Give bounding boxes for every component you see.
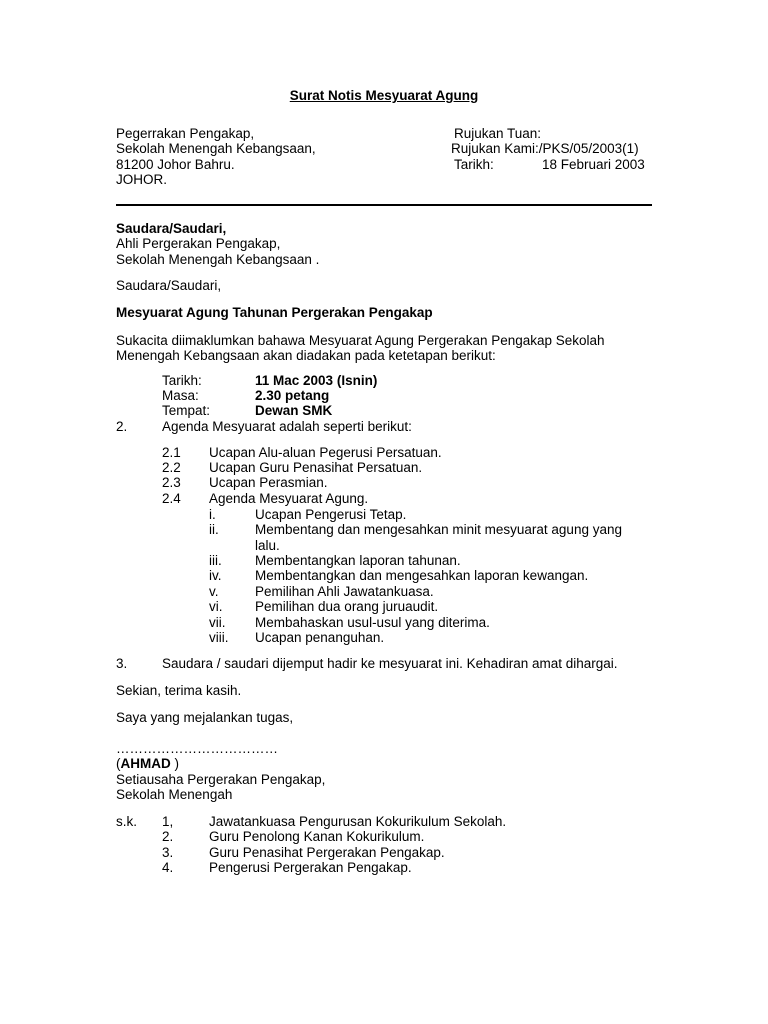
copies-text: Guru Penasihat Pergerakan Pengakap. [209,845,445,860]
agenda-text: Ucapan Alu-aluan Pegerusi Persatuan. [209,445,442,460]
copies-label: s.k. [116,814,138,829]
sub-agenda-number: vi. [209,599,223,614]
sub-agenda-text: Pemilihan dua orang juruaudit. [255,599,439,614]
sub-agenda-text: Membahaskan usul-usul yang diterima. [255,615,490,630]
signature-block [116,741,325,803]
detail-value: Dewan SMK [255,403,333,418]
intro-line-2: Menengah Kebangsaan akan diadakan pada ketetapan berikut: [116,348,496,364]
sub-agenda-number: vii. [209,615,226,630]
sub-agenda-number: viii. [209,630,229,645]
sub-agenda-text: Pemilihan Ahli Jawatankuasa. [255,584,434,599]
sub-agenda-number: ii. [209,522,219,537]
header-divider [116,204,652,206]
name-text: AHMAD [120,756,171,772]
name-open-paren: ( [116,756,121,772]
detail-label: Tarikh: [162,373,202,388]
reference-block [451,126,645,172]
name-close-paren: ) [170,756,179,772]
agenda-number: 2.4 [162,491,181,506]
signatory-title-2: Sekolah Menengah [116,787,233,803]
ref-kami-value: /PKS/05/2003(1) [538,141,639,157]
sub-agenda-continuation: lalu. [255,538,280,553]
detail-value: 2.30 petang [255,388,330,403]
sender-line-4: JOHOR. [116,172,168,188]
ref-tarikh-label: Tarikh: [454,156,494,172]
sub-agenda-number: v. [209,584,219,599]
ref-tuan-label: Rujukan Tuan: [454,126,542,141]
sender-line-1: Pegerrakan Pengakap, [116,126,255,141]
agenda-text: Agenda Mesyuarat Agung. [209,491,369,506]
copies-text: Jawatankuasa Pengurusan Kokurikulum Sekolah. [209,814,507,829]
sub-agenda-text: Membentangkan laporan tahunan. [255,553,461,568]
copies-text: Guru Penolong Kanan Kokurikulum. [209,829,425,844]
sub-agenda-text: Ucapan Pengerusi Tetap. [255,507,407,522]
section-2-number: 2. [116,419,128,434]
signatory-name [116,756,325,771]
subject-heading: Mesyuarat Agung Tahunan Pergerakan Pengakap [116,305,433,320]
copies-text: Pengerusi Pergerakan Pengakap. [209,860,412,875]
intro-paragraph [116,333,605,364]
sender-address [116,126,316,188]
intro-line-1: Sukacita diimaklumkan bahawa Mesyuarat Agung Pergerakan Pengakap Sekolah [116,333,605,348]
copies-number: 3. [162,845,174,860]
sub-agenda-text: Ucapan penanguhan. [255,630,385,645]
agenda-number: 2.1 [162,445,181,460]
sub-agenda-number: iv. [209,568,222,583]
signatory-title-1: Setiausaha Pergerakan Pengakap, [116,771,326,787]
sub-agenda-number: i. [209,507,216,522]
detail-label: Masa: [162,388,199,403]
agenda-number: 2.2 [162,460,181,475]
sender-line-2: Sekolah Menengah Kebangsaan, [116,141,316,157]
detail-label: Tempat: [162,403,211,418]
recipient-line-1: Ahli Pergerakan Pengakap, [116,236,281,252]
sub-agenda-text: Membentang dan mengesahkan minit mesyuarat agung yang [255,522,622,537]
agenda-text: Ucapan Guru Penasihat Persatuan. [209,460,423,475]
recipient-salutation: Saudara/Saudari, [116,221,227,236]
copies-number: 1, [162,814,174,829]
section-3-text: Saudara / saudari dijemput hadir ke mesyuarat ini. Kehadiran amat dihargai. [162,656,618,671]
agenda-text: Ucapan Perasmian. [209,475,328,490]
ref-kami-label: Rujukan Kami: [451,141,539,157]
detail-value: 11 Mac 2003 (Isnin) [255,373,378,388]
sub-agenda-text: Membentangkan dan mengesahkan laporan kewangan. [255,568,589,583]
section-3-number: 3. [116,656,128,671]
sender-line-3: 81200 Johor Bahru. [116,156,235,172]
ref-tarikh-value: 18 Februari 2003 [542,156,645,172]
greeting: Saudara/Saudari, [116,278,222,293]
section-2-text: Agenda Mesyuarat adalah seperti berikut: [162,419,412,434]
agenda-number: 2.3 [162,475,181,490]
recipient-block [116,221,319,267]
closing-text: Sekian, terima kasih. [116,683,242,698]
recipient-line-2: Sekolah Menengah Kebangsaan . [116,251,320,267]
copies-number: 4. [162,860,174,875]
duty-text: Saya yang mejalankan tugas, [116,710,294,725]
letter-title: Surat Notis Mesyuarat Agung [289,88,479,103]
copies-number: 2. [162,829,174,844]
signature-dots: ……………………………… [116,741,278,756]
sub-agenda-number: iii. [209,553,222,568]
